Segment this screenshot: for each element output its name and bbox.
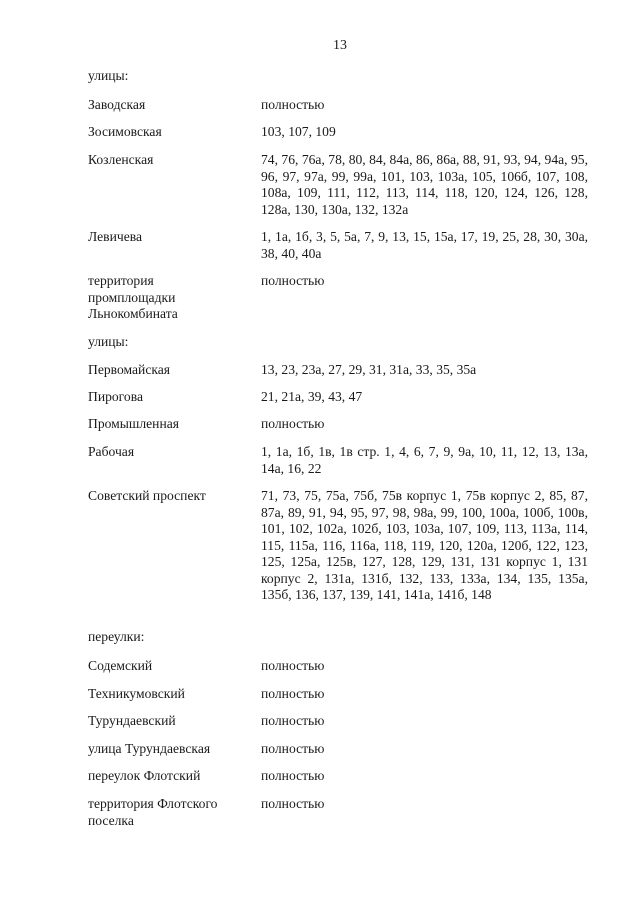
street-name: переулок Флотский	[88, 768, 201, 783]
street-name: Техникумовский	[88, 686, 185, 701]
house-numbers: 13, 23, 23а, 27, 29, 31, 31а, 33, 35, 35а	[261, 362, 477, 377]
house-numbers: полностью	[261, 686, 325, 701]
street-name: Заводская	[88, 97, 146, 112]
house-numbers: полностью	[261, 658, 325, 673]
street-name: Козленская	[88, 152, 154, 167]
house-numbers: полностью	[261, 416, 325, 431]
house-numbers: полностью	[261, 273, 325, 288]
street-name: территория промплощадки Льнокомбината	[88, 273, 178, 321]
house-numbers: 21, 21а, 39, 43, 47	[261, 389, 363, 404]
house-numbers: полностью	[261, 796, 325, 811]
street-name: Первомайская	[88, 362, 171, 377]
house-numbers: полностью	[261, 97, 325, 112]
house-numbers: полностью	[261, 741, 325, 756]
house-numbers: 74, 76, 76а, 78, 80, 84, 84а, 86, 86а, 88, 91, 93, 94, 94а, 95, 96, 97, 97а, 99, 99а, 101, 103, 103а, 105, 106б, 107, 108, 108а, 109, 111, 112, 113, 114, 118, 120, 124, 126, 128, 128а, 130, 130а, 132, 132а	[261, 152, 588, 217]
street-name: Рабочая	[88, 444, 135, 459]
house-numbers: 71, 73, 75, 75а, 75б, 75в корпус 1, 75в корпус 2, 85, 87, 87а, 89, 91, 94, 95, 97, 98, 98а, 99, 100, 100а, 100б, 100в, 101, 102, 102а, 102б, 103, 103а, 107, 109, 113, 113а, 114, 115, 115а, 116, 116а, 118, 119, 120, 120а, 120б, 122, 123, 125, 125а, 125в, 127, 128, 129, 131, 131 корпус 1, 131 корпус 2, 131а, 131б, 132, 133, 133а, 134, 135, 135а, 135б, 136, 137, 139, 141, 141а, 141б, 148	[261, 488, 588, 602]
street-name: территория Флотского поселка	[88, 796, 218, 828]
page-number: 13	[333, 38, 347, 53]
street-name: Левичева	[88, 229, 142, 244]
street-name: Турундаевский	[88, 713, 176, 728]
section-label-streets-2: улицы:	[88, 334, 129, 349]
street-name: улица Турундаевская	[88, 741, 211, 756]
street-name: Пирогова	[88, 389, 143, 404]
house-numbers: 1, 1а, 1б, 1в, 1в стр. 1, 4, 6, 7, 9, 9а, 10, 11, 12, 13, 13а, 14а, 16, 22	[261, 444, 588, 476]
street-name: Советский проспект	[88, 488, 206, 503]
street-name: Зосимовская	[88, 124, 162, 139]
street-name: Содемский	[88, 658, 153, 673]
house-numbers: полностью	[261, 768, 325, 783]
house-numbers: 103, 107, 109	[261, 124, 336, 139]
house-numbers: полностью	[261, 713, 325, 728]
section-label-lanes: переулки:	[88, 629, 145, 644]
section-label-streets-1: улицы:	[88, 68, 129, 83]
house-numbers: 1, 1а, 1б, 3, 5, 5а, 7, 9, 13, 15, 15а, 17, 19, 25, 28, 30, 30а, 38, 40, 40а	[261, 229, 588, 261]
street-name: Промышленная	[88, 416, 180, 431]
